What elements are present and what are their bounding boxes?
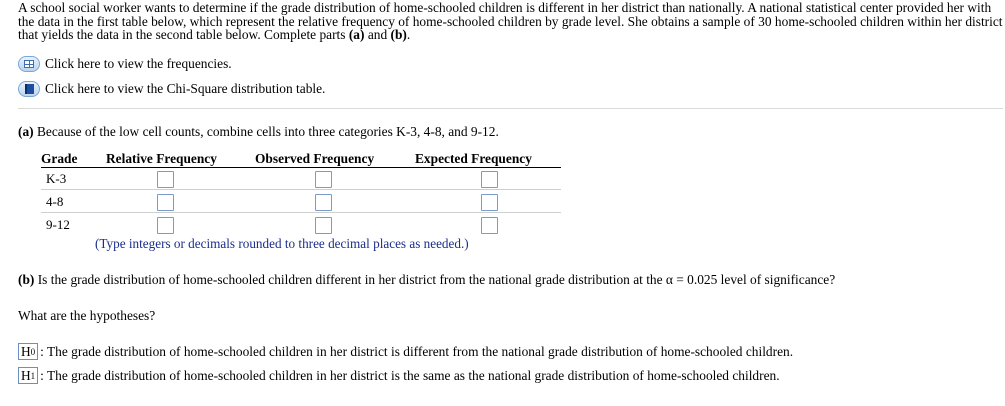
expected-frequency-input-9-12[interactable]: [481, 217, 498, 234]
view-chi-square-label: Click here to view the Chi-Square distribution table.: [45, 81, 326, 96]
part-b-text-after: level of significance?: [717, 272, 836, 287]
problem-end: .: [406, 27, 411, 42]
alpha-level: α = 0.025: [665, 272, 718, 287]
grade-label: 9-12: [46, 217, 70, 232]
part-b-prompt: [18, 272, 835, 288]
col-header-grade: Grade: [41, 151, 78, 166]
view-frequencies-link[interactable]: [18, 54, 232, 74]
section-divider: [18, 108, 1003, 109]
problem-part-b-ref: (b): [390, 27, 407, 42]
grade-label: 4-8: [46, 194, 64, 209]
rounding-instruction: (Type integers or decimals rounded to three decimal places as needed.): [95, 236, 469, 251]
table-row: [41, 191, 561, 213]
h0-subscript: 0: [30, 346, 36, 357]
part-a-label: (a): [18, 124, 34, 139]
h1-subscript: 1: [30, 370, 36, 381]
book-icon: [18, 81, 40, 97]
col-header-relative-frequency: Relative Frequency: [106, 151, 217, 166]
observed-frequency-input-4-8[interactable]: [315, 194, 332, 211]
relative-frequency-input-4-8[interactable]: [157, 194, 174, 211]
h0-statement: : The grade distribution of home-schooled children in her district is different from the national grade distribution of home-schooled children.: [40, 343, 794, 359]
grade-label: K-3: [46, 171, 67, 186]
view-frequencies-label: Click here to view the frequencies.: [45, 56, 232, 71]
problem-and: and: [364, 27, 391, 42]
h1-selector[interactable]: [18, 367, 38, 384]
row-divider: [41, 212, 561, 213]
h1-letter: H: [21, 367, 31, 383]
col-header-expected-frequency: Expected Frequency: [415, 151, 532, 166]
table-row: [41, 168, 561, 190]
part-a-text: Because of the low cell counts, combine cells into three categories K-3, 4-8, and 9-12.: [33, 124, 499, 139]
expected-frequency-input-k3[interactable]: [481, 171, 498, 188]
table-row: [41, 214, 561, 236]
relative-frequency-input-k3[interactable]: [157, 171, 174, 188]
expected-frequency-input-4-8[interactable]: [481, 194, 498, 211]
col-header-observed-frequency: Observed Frequency: [255, 151, 375, 166]
h1-statement: : The grade distribution of home-schooled children in her district is the same as the national grade distribution of home-schooled children.: [40, 367, 780, 383]
hypotheses-question: What are the hypotheses?: [18, 308, 156, 323]
observed-frequency-input-k3[interactable]: [315, 171, 332, 188]
part-b-text-before: Is the grade distribution of home-schooled children different in her district from the national grade distribution at the: [34, 272, 666, 287]
table-icon: [18, 56, 40, 72]
problem-statement: [18, 1, 1003, 42]
part-b-label: (b): [18, 272, 35, 287]
relative-frequency-input-9-12[interactable]: [157, 217, 174, 234]
problem-text: A school social worker wants to determine if the grade distribution of home-schooled children is different in her district than nationally. A national statistical center provided her with the data in the first table below, which represent the relative frequency of home-schooled children by grade level. She obtains a sample of 30 home-schooled children within her district that yields the data in the second table below. Complete parts: [18, 0, 1003, 42]
alternative-hypothesis: [18, 366, 780, 385]
part-a-prompt: [18, 124, 499, 140]
problem-part-a-ref: (a): [348, 27, 365, 42]
observed-frequency-input-9-12[interactable]: [315, 217, 332, 234]
view-chi-square-link[interactable]: [18, 79, 325, 99]
row-divider: [41, 189, 561, 190]
h0-selector[interactable]: [18, 343, 38, 360]
h0-letter: H: [21, 343, 31, 359]
null-hypothesis: [18, 342, 793, 361]
